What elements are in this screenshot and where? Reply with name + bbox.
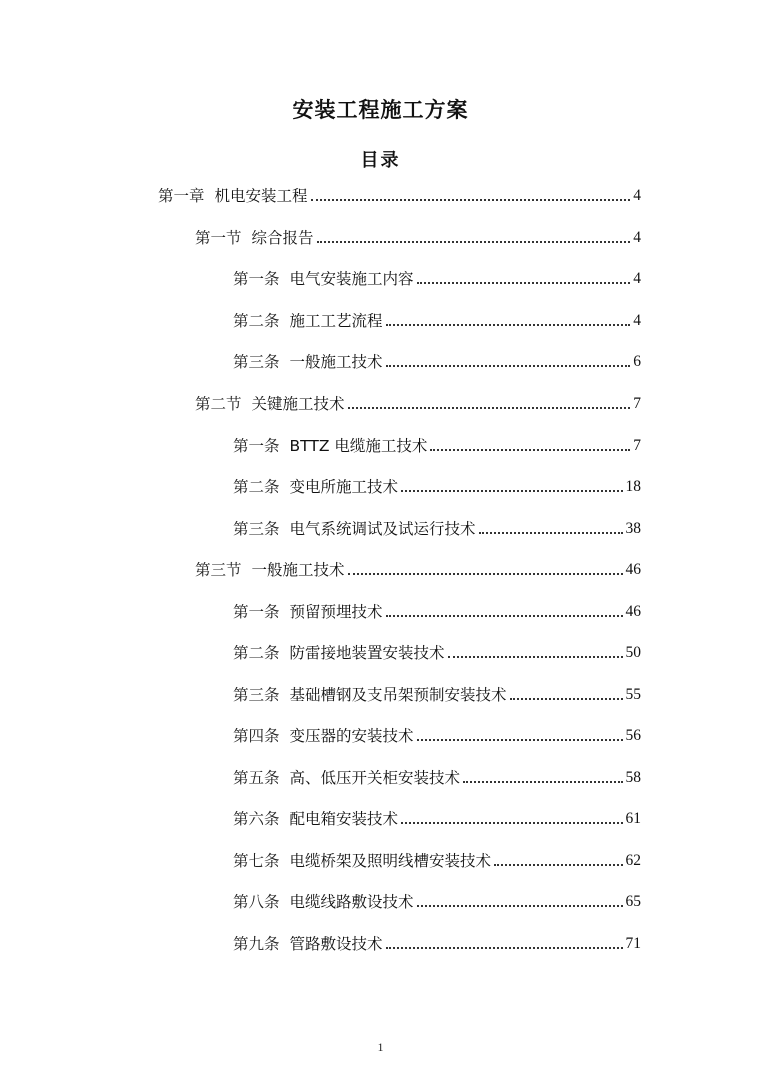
- toc-entry-title: 综合报告: [251, 229, 314, 247]
- toc-entry-page: 46: [625, 603, 641, 620]
- toc-entry-title: 施工工艺流程: [289, 312, 383, 330]
- toc-dot-leader: [401, 822, 622, 824]
- toc-entry-label: 第八条: [233, 893, 280, 911]
- toc-entry-title: 一般施工技术: [289, 353, 383, 371]
- toc-entry-title: 关键施工技术: [251, 395, 345, 413]
- toc-entry-page: 4: [633, 270, 641, 287]
- toc-entry-article[interactable]: [233, 886, 641, 912]
- toc-dot-leader: [510, 698, 623, 700]
- toc-entry-page: 7: [633, 395, 641, 412]
- toc-entry-article[interactable]: [233, 346, 641, 372]
- toc-entry-title: 电气系统调试及试运行技术: [289, 520, 476, 538]
- toc-entry-page: 55: [625, 686, 641, 703]
- toc-entry-article[interactable]: [233, 762, 641, 788]
- toc-entry-title: 电气安装施工内容: [289, 270, 414, 288]
- toc-entry-article[interactable]: [233, 263, 641, 289]
- toc-entry-title: 高、低压开关柜安装技术: [289, 769, 461, 787]
- toc-dot-leader: [463, 781, 622, 783]
- toc-entry-page: 18: [625, 478, 641, 495]
- toc-entry-label: 第四条: [233, 727, 280, 745]
- toc-entry-title: 管路敷设技术: [289, 935, 383, 953]
- toc-entry-label: 第六条: [233, 810, 280, 828]
- toc-entry-page: 58: [625, 769, 641, 786]
- toc-dot-leader: [401, 490, 622, 492]
- toc-entry-title: 防雷接地装置安装技术: [289, 644, 445, 662]
- toc-entry-article[interactable]: [233, 637, 641, 663]
- toc-entry-label: 第二条: [233, 478, 280, 496]
- toc-entry-page: 50: [625, 644, 641, 661]
- toc-entry-label: 第一条: [233, 270, 280, 288]
- toc-entry-page: 38: [625, 520, 641, 537]
- toc-entry-page: 61: [625, 810, 641, 827]
- toc-entry-label: 第一条: [233, 603, 280, 621]
- toc-entry-article[interactable]: [233, 513, 641, 539]
- toc-entry-title: BTTZ 电缆施工技术: [289, 437, 428, 455]
- toc-dot-leader: [386, 324, 631, 326]
- toc-entry-article[interactable]: [233, 928, 641, 954]
- toc-entry-label: 第一条: [233, 437, 280, 455]
- toc-dot-leader: [348, 407, 631, 409]
- toc-dot-leader: [386, 947, 623, 949]
- toc-entry-page: 56: [625, 727, 641, 744]
- toc-entry-title: 配电箱安装技术: [289, 810, 399, 828]
- toc-entry-article[interactable]: [233, 720, 641, 746]
- toc-entry-article[interactable]: [233, 471, 641, 497]
- toc-dot-leader: [348, 573, 623, 575]
- page-number: 1: [377, 1040, 384, 1054]
- toc-dot-leader: [386, 365, 631, 367]
- toc-entry-label: 第七条: [233, 852, 280, 870]
- toc-entry-title: 基础槽钢及支吊架预制安装技术: [289, 686, 507, 704]
- toc-entry-title: 一般施工技术: [251, 561, 345, 579]
- toc-entry-label: 第三条: [233, 520, 280, 538]
- toc-dot-leader: [417, 905, 623, 907]
- toc-entry-title: 电缆桥架及照明线槽安装技术: [289, 852, 492, 870]
- toc-entry-title: 预留预埋技术: [289, 603, 383, 621]
- toc-dot-leader: [494, 864, 622, 866]
- toc-dot-leader: [417, 282, 631, 284]
- toc-entry-label: 第二条: [233, 644, 280, 662]
- document-title: 安装工程施工方案: [292, 98, 469, 122]
- toc-entry-page: 7: [633, 437, 641, 454]
- toc-entry-article[interactable]: [233, 430, 641, 456]
- toc-entry-chapter-1[interactable]: [158, 180, 641, 206]
- toc-entry-article[interactable]: [233, 845, 641, 871]
- toc-entry-label: 第九条: [233, 935, 280, 953]
- toc-entry-label: 第一章: [158, 187, 205, 205]
- toc-entry-article[interactable]: [233, 679, 641, 705]
- toc-entry-page: 62: [625, 852, 641, 869]
- toc-dot-leader: [430, 449, 630, 451]
- toc-entry-title: 变电所施工技术: [289, 478, 399, 496]
- toc-entry-section-1[interactable]: [195, 222, 641, 248]
- toc-heading: 目录: [360, 150, 401, 171]
- toc-dot-leader: [386, 615, 623, 617]
- toc-dot-leader: [417, 739, 623, 741]
- toc-entry-label: 第一节: [195, 229, 242, 247]
- toc-entry-page: 65: [625, 893, 641, 910]
- toc-entry-page: 6: [633, 353, 641, 370]
- toc-entry-label: 第三节: [195, 561, 242, 579]
- toc-entry-label: 第三条: [233, 686, 280, 704]
- toc-entry-article[interactable]: [233, 305, 641, 331]
- toc-entry-title: 机电安装工程: [214, 187, 308, 205]
- toc-entry-article[interactable]: [233, 803, 641, 829]
- toc-entry-page: 71: [625, 935, 641, 952]
- toc-dot-leader: [448, 656, 623, 658]
- toc-entry-label: 第二条: [233, 312, 280, 330]
- toc-entry-title: 变压器的安装技术: [289, 727, 414, 745]
- toc-entry-page: 4: [633, 312, 641, 329]
- toc-dot-leader: [479, 532, 623, 534]
- toc-entry-page: 4: [633, 187, 641, 204]
- toc-entry-label: 第三条: [233, 353, 280, 371]
- toc-entry-label: 第五条: [233, 769, 280, 787]
- toc-entry-section-2[interactable]: [195, 388, 641, 414]
- toc-entry-section-3[interactable]: [195, 554, 641, 580]
- toc-entry-title: 电缆线路敷设技术: [289, 893, 414, 911]
- toc-dot-leader: [317, 241, 631, 243]
- toc-entry-article[interactable]: [233, 596, 641, 622]
- toc-entry-label: 第二节: [195, 395, 242, 413]
- toc-dot-leader: [311, 199, 631, 201]
- toc-entry-page: 46: [625, 561, 641, 578]
- toc-entry-page: 4: [633, 229, 641, 246]
